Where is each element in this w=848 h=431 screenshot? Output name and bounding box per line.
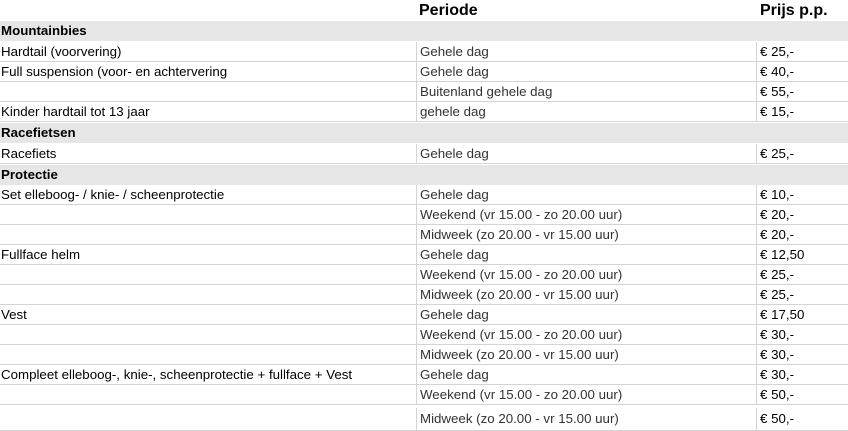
row-item bbox=[0, 385, 416, 404]
row-periode: Midweek (zo 20.00 - vr 15.00 uur) bbox=[416, 285, 756, 304]
table-row bbox=[0, 265, 848, 285]
row-prijs: € 20,- bbox=[756, 225, 848, 244]
table-row bbox=[0, 285, 848, 305]
row-item bbox=[0, 225, 416, 244]
row-periode: Weekend (vr 15.00 - zo 20.00 uur) bbox=[416, 205, 756, 224]
row-periode: Gehele dag bbox=[416, 245, 756, 264]
row-prijs: € 30,- bbox=[756, 325, 848, 344]
table-row bbox=[0, 82, 848, 102]
row-item: Vest bbox=[1, 307, 27, 322]
row-prijs bbox=[756, 21, 848, 41]
row-periode: Gehele dag bbox=[416, 62, 756, 81]
row-item bbox=[0, 265, 416, 284]
table-row bbox=[0, 305, 848, 325]
row-item: Protectie bbox=[1, 167, 58, 182]
table-row bbox=[0, 185, 848, 205]
row-item: Compleet elleboog-, knie-, scheenprotectie + fullface + Vest bbox=[1, 367, 353, 382]
row-item: Fullface helm bbox=[1, 247, 81, 262]
table-row bbox=[0, 205, 848, 225]
header-col-item bbox=[0, 0, 416, 21]
row-item: Racefiets bbox=[1, 146, 57, 161]
category-row bbox=[0, 165, 848, 185]
row-periode: Midweek (zo 20.00 - vr 15.00 uur) bbox=[416, 225, 756, 244]
row-item bbox=[0, 205, 416, 224]
row-item: Hardtail (voorvering) bbox=[1, 44, 122, 59]
row-prijs: € 25,- bbox=[756, 144, 848, 163]
row-prijs: € 17,50 bbox=[756, 305, 848, 324]
row-periode: gehele dag bbox=[416, 102, 756, 121]
row-prijs: € 10,- bbox=[756, 185, 848, 204]
table-row bbox=[0, 62, 848, 82]
row-periode: Buitenland gehele dag bbox=[416, 82, 756, 101]
row-periode: Gehele dag bbox=[416, 305, 756, 324]
row-item: Mountainbies bbox=[1, 23, 87, 38]
row-periode: Gehele dag bbox=[416, 144, 756, 163]
row-item bbox=[0, 82, 416, 101]
table-row bbox=[0, 102, 848, 122]
row-periode: Gehele dag bbox=[416, 185, 756, 204]
table-row bbox=[0, 365, 848, 385]
row-item bbox=[0, 325, 416, 344]
row-item: Full suspension (voor- en achtervering bbox=[1, 64, 228, 79]
row-item: Kinder hardtail tot 13 jaar bbox=[1, 104, 150, 119]
row-periode bbox=[416, 165, 756, 185]
table-row bbox=[0, 325, 848, 345]
row-prijs: € 30,- bbox=[756, 365, 848, 384]
row-prijs: € 50,- bbox=[756, 408, 848, 430]
row-periode: Midweek (zo 20.00 - vr 15.00 uur) bbox=[416, 345, 756, 364]
table-row bbox=[0, 245, 848, 265]
table-header bbox=[0, 0, 848, 21]
row-item: Racefietsen bbox=[1, 125, 76, 140]
table-row bbox=[0, 408, 848, 431]
row-prijs: € 25,- bbox=[756, 265, 848, 284]
header-col-prijs: Prijs p.p. bbox=[760, 2, 828, 19]
row-item bbox=[0, 345, 416, 364]
table-row bbox=[0, 225, 848, 245]
row-periode: Weekend (vr 15.00 - zo 20.00 uur) bbox=[416, 265, 756, 284]
row-periode bbox=[416, 123, 756, 143]
row-prijs: € 50,- bbox=[756, 385, 848, 404]
row-periode: Midweek (zo 20.00 - vr 15.00 uur) bbox=[416, 408, 756, 430]
row-prijs: € 20,- bbox=[756, 205, 848, 224]
table-row bbox=[0, 42, 848, 62]
row-prijs: € 40,- bbox=[756, 62, 848, 81]
row-item bbox=[0, 408, 416, 430]
row-item: Set elleboog- / knie- / scheenprotectie bbox=[1, 187, 225, 202]
row-prijs: € 30,- bbox=[756, 345, 848, 364]
row-prijs: € 25,- bbox=[756, 285, 848, 304]
row-prijs: € 15,- bbox=[756, 102, 848, 121]
row-periode: Gehele dag bbox=[416, 42, 756, 61]
row-prijs: € 25,- bbox=[756, 42, 848, 61]
row-prijs bbox=[756, 165, 848, 185]
category-row bbox=[0, 21, 848, 41]
row-item bbox=[0, 285, 416, 304]
row-periode: Gehele dag bbox=[416, 365, 756, 384]
table-row bbox=[0, 345, 848, 365]
row-prijs: € 55,- bbox=[756, 82, 848, 101]
row-periode: Weekend (vr 15.00 - zo 20.00 uur) bbox=[416, 385, 756, 404]
row-prijs bbox=[756, 123, 848, 143]
row-periode bbox=[416, 21, 756, 41]
row-prijs: € 12,50 bbox=[756, 245, 848, 264]
row-periode: Weekend (vr 15.00 - zo 20.00 uur) bbox=[416, 325, 756, 344]
table-row bbox=[0, 385, 848, 405]
header-col-periode: Periode bbox=[419, 2, 478, 19]
category-row bbox=[0, 123, 848, 143]
table-row bbox=[0, 144, 848, 164]
